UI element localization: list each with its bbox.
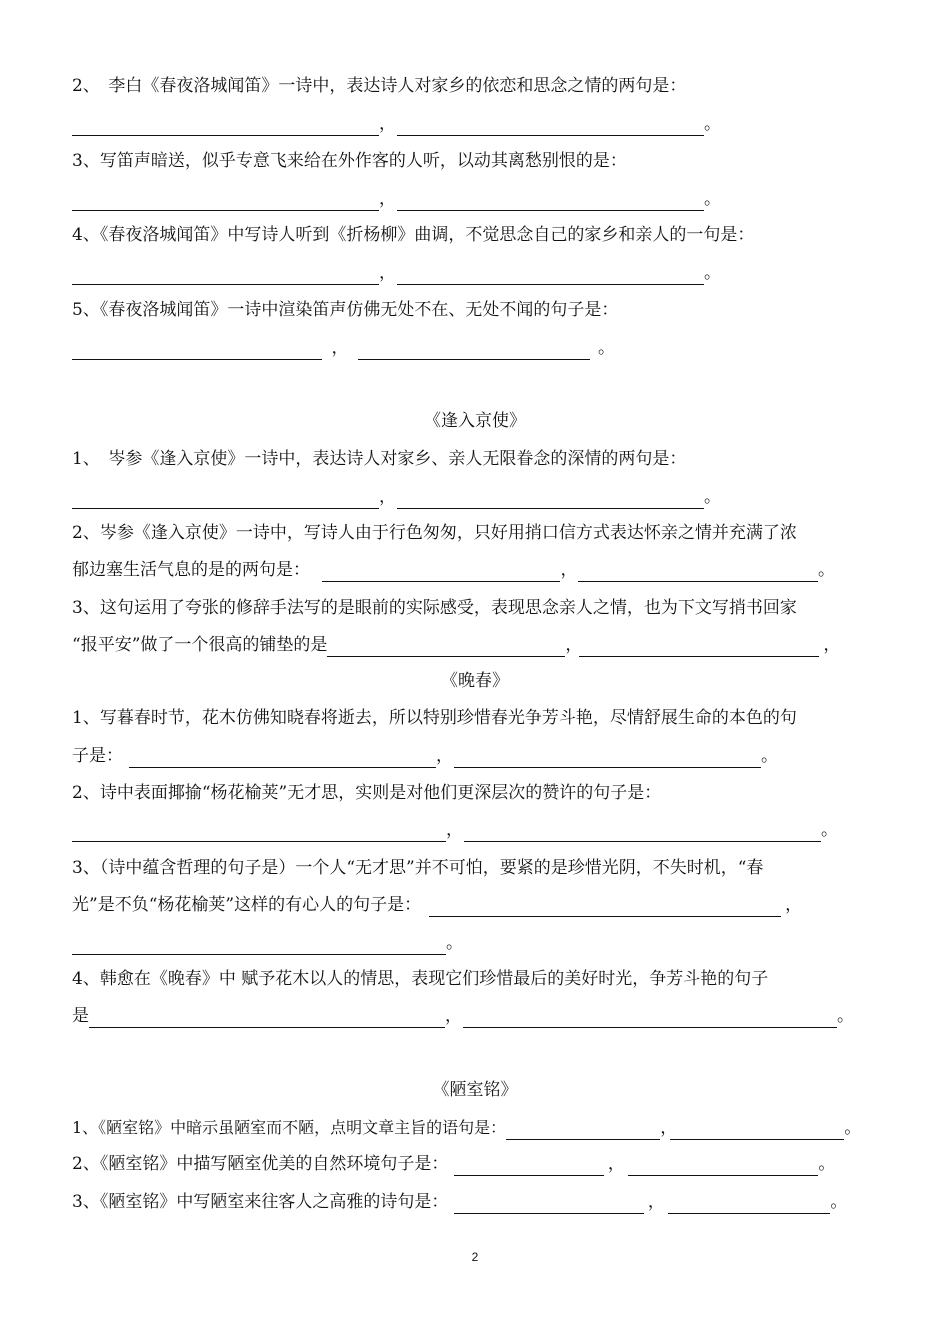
page-number: 2 <box>471 1250 479 1264</box>
answer-line-c3: 。 <box>72 931 463 955</box>
section-title-fengrujingshi: 《逢入京使》 <box>424 411 526 431</box>
answer-blank[interactable] <box>454 747 761 768</box>
answer-line-a4: ， 。 <box>72 261 721 285</box>
answer-blank[interactable] <box>397 115 704 136</box>
question-b2-line2: 郁边塞生活气息的是的两句是： ， 。 <box>72 560 835 580</box>
section-title-loushiming: 《陋室铭》 <box>432 1080 518 1100</box>
question-c1-line2: 子是： ， 。 <box>72 746 778 766</box>
answer-blank[interactable] <box>72 115 379 136</box>
question-c3-line1: 3、（诗中蕴含哲理的句子是）一个人“无才思”并不可怕，要紧的是珍惜光阴，不失时机，“春 <box>72 858 764 878</box>
answer-line-b1: ， 。 <box>72 485 721 509</box>
answer-blank[interactable] <box>72 339 322 360</box>
answer-blank[interactable] <box>72 190 379 211</box>
answer-blank[interactable] <box>506 1119 660 1140</box>
answer-blank[interactable] <box>72 821 446 842</box>
answer-blank[interactable] <box>579 636 819 657</box>
question-a5: 5、《春夜洛城闻笛》一诗中渲染笛声仿佛无处不在、无处不闻的句子是： <box>72 300 619 320</box>
question-a2: 2、 李白《春夜洛城闻笛》一诗中，表达诗人对家乡的依恋和思念之情的两句是： <box>72 76 687 96</box>
answer-blank[interactable] <box>464 821 821 842</box>
question-d1: 1、《陋室铭》中暗示虽陋室而不陋，点明文章主旨的语句是： ， 。 <box>72 1118 862 1138</box>
answer-blank[interactable] <box>454 1193 644 1214</box>
answer-blank[interactable] <box>454 1155 604 1176</box>
answer-blank[interactable] <box>327 636 565 657</box>
question-a3: 3、写笛声暗送，似乎专意飞来给在外作客的人听，以动其离愁别恨的是： <box>72 151 627 171</box>
answer-blank[interactable] <box>72 264 379 285</box>
question-d3: 3、《陋室铭》中写陋室来往客人之高雅的诗句是： ， 。 <box>72 1192 848 1212</box>
answer-blank[interactable] <box>668 1193 830 1214</box>
answer-blank[interactable] <box>578 561 818 582</box>
question-b1: 1、 岑参《逢入京使》一诗中，表达诗人对家乡、亲人无限眷念的深情的两句是： <box>72 449 687 469</box>
answer-blank[interactable] <box>129 747 436 768</box>
question-c4-line2: 是 ， 。 <box>72 1006 854 1026</box>
answer-line-a5: ， 。 <box>72 336 615 360</box>
answer-blank[interactable] <box>397 488 704 509</box>
answer-blank[interactable] <box>358 339 590 360</box>
question-c3-line2: 光”是不负“杨花榆荚”这样的有心人的句子是： ， <box>72 895 803 915</box>
answer-blank[interactable] <box>72 934 446 955</box>
question-a4: 4、《春夜洛城闻笛》中写诗人听到《折杨柳》曲调，不觉思念自己的家乡和亲人的一句是： <box>72 225 755 245</box>
answer-blank[interactable] <box>397 264 704 285</box>
answer-blank[interactable] <box>670 1119 844 1140</box>
question-c2: 2、诗中表面揶揄“杨花榆荚”无才思，实则是对他们更深层次的赞许的句子是： <box>72 783 662 803</box>
answer-blank[interactable] <box>89 1007 445 1028</box>
question-b3-line1: 3、这句运用了夸张的修辞手法写的是眼前的实际感受，表现思念亲人之情，也为下文写捎书回家 <box>72 598 797 618</box>
question-c1-line1: 1、写暮春时节，花木仿佛知晓春将逝去，所以特别珍惜春光争芳斗艳，尽情舒展生命的本色的句 <box>72 708 797 728</box>
question-d2: 2、《陋室铭》中描写陋室优美的自然环境句子是： ， 。 <box>72 1154 836 1174</box>
answer-blank[interactable] <box>463 1007 837 1028</box>
section-title-wanchun: 《晚春》 <box>441 671 509 691</box>
question-b3-line2: “报平安”做了一个很高的铺垫的是 ， ， <box>72 635 841 655</box>
answer-blank[interactable] <box>397 190 704 211</box>
answer-blank[interactable] <box>628 1155 818 1176</box>
answer-blank[interactable] <box>72 488 379 509</box>
answer-blank[interactable] <box>429 896 781 917</box>
answer-line-a2: ， 。 <box>72 112 721 136</box>
question-b2-line1: 2、岑参《逢入京使》一诗中，写诗人由于行色匆匆，只好用捎口信方式表达怀亲之情并充满了浓 <box>72 523 797 543</box>
answer-blank[interactable] <box>322 561 560 582</box>
answer-line-c2: ， 。 <box>72 818 838 842</box>
question-c4-line1: 4、韩愈在《晚春》中 赋予花木以人的情思，表现它们珍惜最后的美好时光，争芳斗艳的句子 <box>72 969 769 989</box>
answer-line-a3: ， 。 <box>72 187 721 211</box>
